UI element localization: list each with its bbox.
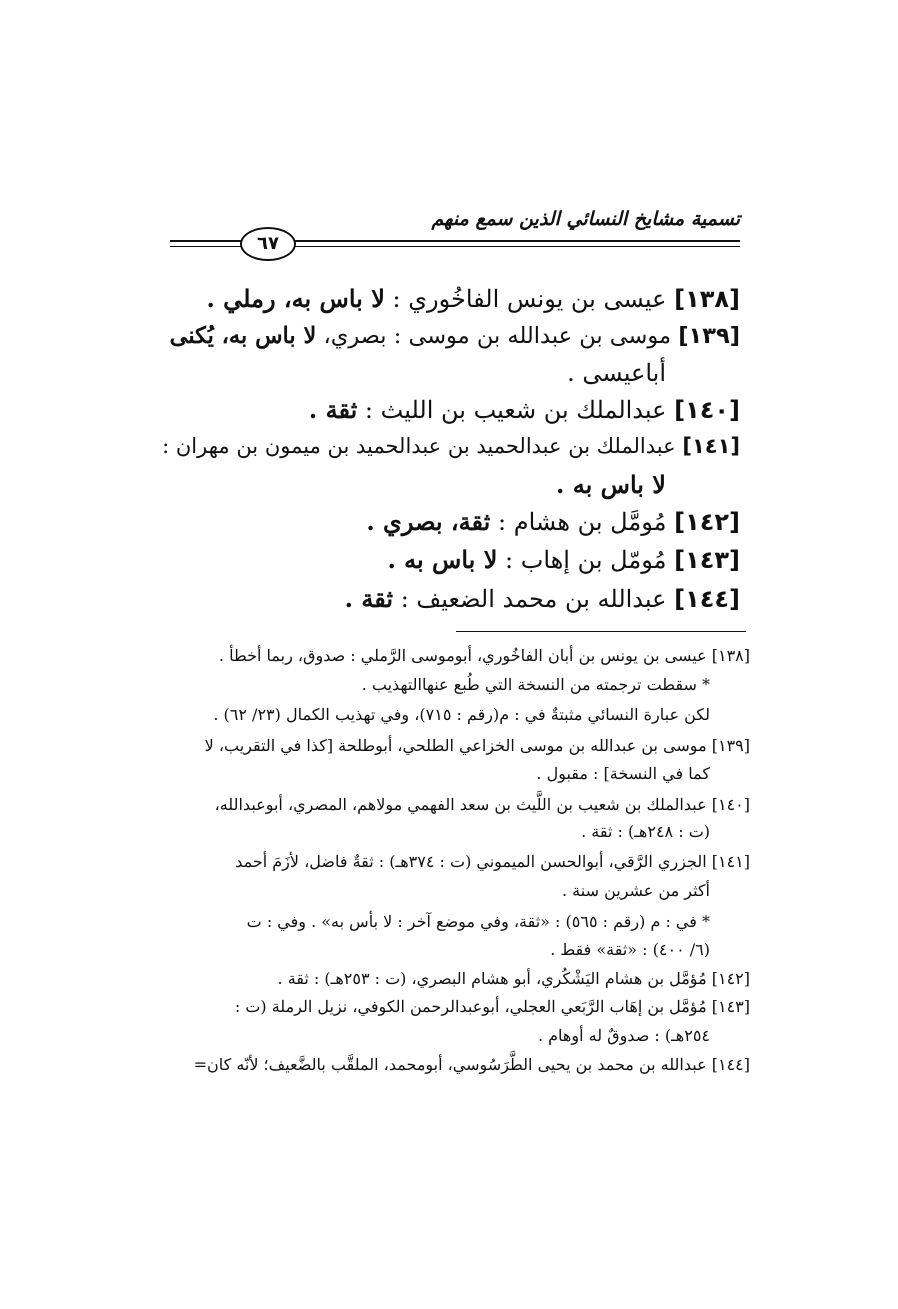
footnote-line: * في : م (رقم : ٥٦٥) : «ثقة، وفي موضع آخر : لا بأس به» . وفي : ت xyxy=(246,912,710,931)
footnote-separator xyxy=(456,631,746,632)
footnote-line: [١٣٨] عيسى بن يونس بن أبان الفاخُوري، أبوموسى الرَّملي : صدوق، ربما أخطأ . xyxy=(218,646,750,665)
footnote-line: * سقطت ترجمته من النسخة التي طُبع عنهاالتهذيب . xyxy=(361,675,710,694)
entry-text: عبدالملك بن شعيب بن الليث : xyxy=(364,396,667,424)
entry-142 xyxy=(160,507,740,536)
footnote-line: (٦/ ٤٠٠) : «ثقة» فقط . xyxy=(550,940,710,959)
entry-number: [١٣٩] xyxy=(678,323,740,349)
entry-verdict: ثقة . xyxy=(344,584,394,613)
entry-144 xyxy=(160,584,740,613)
entry-number: [١٤٢] xyxy=(674,508,740,536)
entry-text: مُومَّل بن هشام : xyxy=(498,508,667,536)
entry-number: [١٤٣] xyxy=(674,546,740,574)
entry-text: عيسى بن يونس الفاخُوري : xyxy=(392,285,667,313)
entry-text: موسى بن عبدالله بن موسى : بصري، xyxy=(323,323,672,349)
entry-143 xyxy=(160,545,740,574)
footnote-line: أكثر من عشرين سنة . xyxy=(562,881,710,900)
footnote-line: [١٤٣] مُؤمَّل بن إهَاب الرَّبَعي العجلي، أبوعبدالرحمن الكوفي، نزيل الرملة (ت : xyxy=(234,997,750,1016)
entry-verdict: ثقة . xyxy=(308,395,358,424)
entry-verdict: لا باس به، رملي . xyxy=(206,284,385,313)
entry-number: [١٤٠] xyxy=(674,396,740,424)
entry-verdict: لا باس به . xyxy=(387,545,498,574)
entry-141 xyxy=(160,434,740,458)
entry-139 xyxy=(160,323,740,349)
footnote-line: لكن عبارة النسائي مثبتةٌ في : م(رقم : ٧١٥)، وفي تهذيب الكمال (٢٣/ ٦٢) . xyxy=(213,705,710,724)
entry-verdict: لا باس به، يُكنى xyxy=(169,323,317,349)
entry-verdict: ثقة، بصري . xyxy=(366,507,491,536)
entry-text: مُومّل بن إهاب : xyxy=(505,546,667,574)
page-number: ٦٧ xyxy=(240,227,296,261)
footnote-line: [١٤٤] عبدالله بن محمد بن يحيى الطَّرَسُوسي، أبومحمد، الملقَّب بالضَّعيف؛ لأنّه كان= xyxy=(193,1055,750,1074)
running-header-title: تسمية مشايخ النسائي الذين سمع منهم xyxy=(431,208,740,230)
footnote-line: [١٣٩] موسى بن عبدالله بن موسى الخزاعي الطلحي، أبوطلحة [كذا في التقريب، لا xyxy=(204,736,750,755)
entry-138 xyxy=(160,284,740,313)
footnote-line: (ت : ٢٤٨هـ) : ثقة . xyxy=(581,822,710,841)
entry-text: عبدالملك بن عبدالحميد بن عبدالحميد بن ميمون بن مهران : xyxy=(162,434,676,458)
entry-number: [١٣٨] xyxy=(674,285,740,313)
entry-number: [١٤١] xyxy=(682,434,740,458)
entry-140 xyxy=(160,395,740,424)
footnote-line: [١٤٢] مُؤمَّل بن هشام اليَشْكُري، أبو هشام البصري، (ت : ٢٥٣هـ) : ثقة . xyxy=(277,969,750,988)
footnote-line: ٢٥٤هـ) : صدوقٌ له أوهام . xyxy=(537,1026,710,1045)
footnote-line: [١٤١] الجزري الرَّقي، أبوالحسن الميموني (ت : ٣٧٤هـ) : ثقةٌ فاضل، لأزَمَ أحمد xyxy=(235,852,750,871)
entry-number: [١٤٤] xyxy=(674,585,740,613)
entry-139-continuation: أباعيسى . xyxy=(567,359,666,387)
footnote-line: [١٤٠] عبدالملك بن شعيب بن اللَّيث بن سعد الفهمي مولاهم، المصري، أبوعبدالله، xyxy=(214,795,750,814)
footnote-line: كما في النسخة] : مقبول . xyxy=(536,764,710,783)
entry-text: عبدالله بن محمد الضعيف : xyxy=(400,585,667,613)
entry-141-continuation: لا باس به . xyxy=(556,470,666,499)
